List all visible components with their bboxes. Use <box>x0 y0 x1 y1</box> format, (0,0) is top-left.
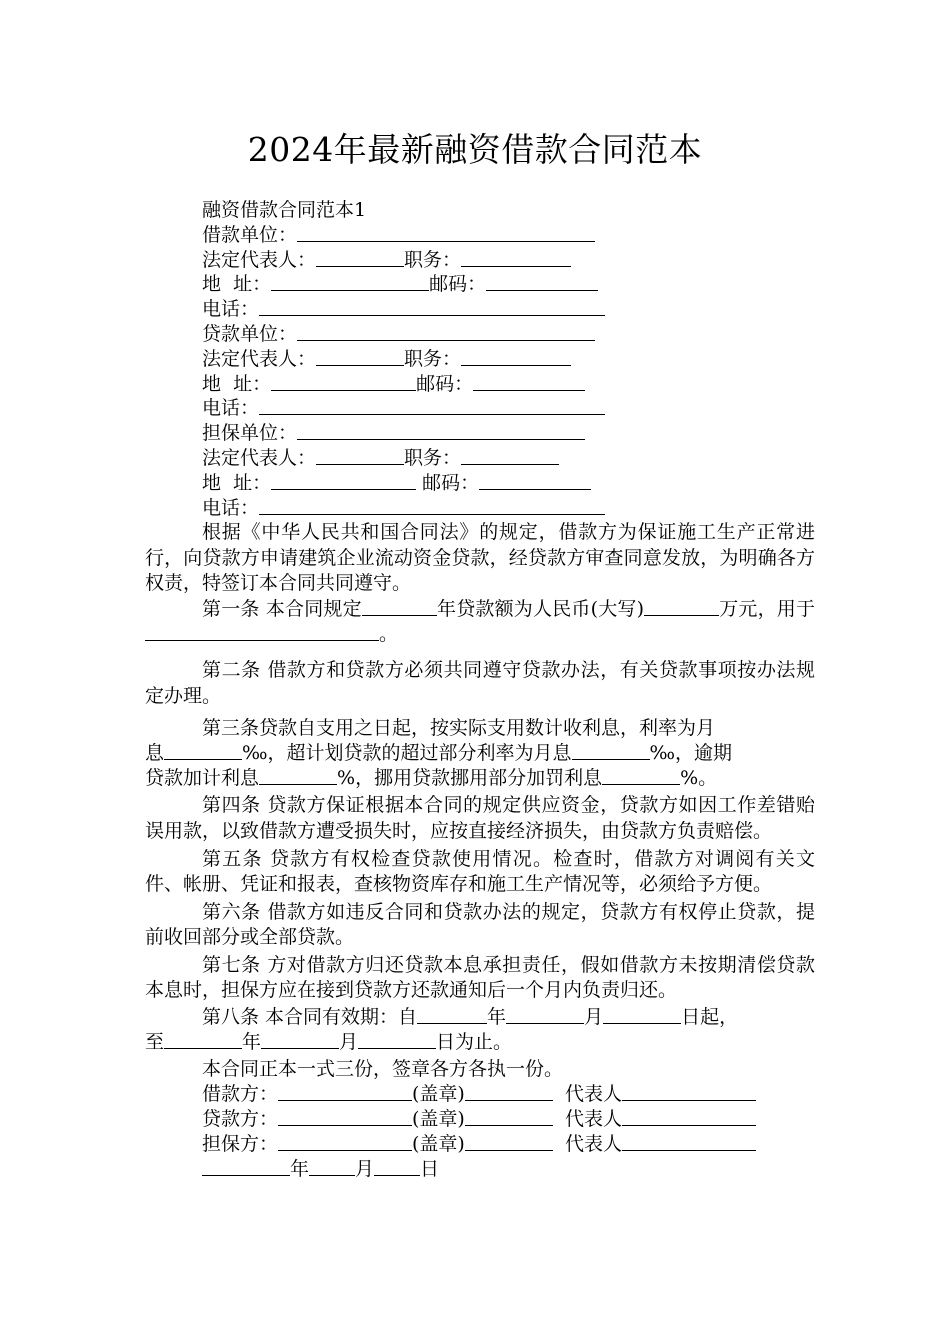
blank-field[interactable] <box>358 1031 436 1049</box>
label: 法定代表人： <box>202 347 317 370</box>
blank-field[interactable] <box>259 767 337 785</box>
phone-row <box>145 496 815 521</box>
blank-field[interactable] <box>506 1006 584 1024</box>
text: 第二条 借款方和贷款方必须共同遵守贷款办法，有关贷款事项按办法规定办理。 <box>145 659 815 707</box>
text: %，挪用贷款挪用部分加罚利息 <box>337 767 603 790</box>
article-2 <box>145 658 815 708</box>
text: 月 <box>584 1006 604 1029</box>
blank-field[interactable] <box>465 1108 553 1126</box>
blank-field[interactable] <box>278 1133 412 1151</box>
signature-guarantor <box>145 1132 815 1157</box>
text: 年贷款额为人民币(大写) <box>436 597 644 620</box>
text: 日 <box>420 1157 440 1180</box>
phone-row <box>145 297 815 322</box>
blank-field[interactable] <box>316 447 404 465</box>
blank-field[interactable] <box>572 742 650 760</box>
phone-row <box>145 396 815 421</box>
contract-body <box>145 198 815 1181</box>
label: 借款方： <box>202 1083 279 1106</box>
preamble-paragraph <box>145 520 815 596</box>
text: 第三条贷款自支用之日起，按实际支用数计收利息，利率为月 <box>202 716 716 739</box>
text: 第八条 本合同有效期：自 <box>202 1006 418 1029</box>
label: 地 址： <box>202 372 272 395</box>
blank-field[interactable] <box>297 323 595 341</box>
label: 职务： <box>404 248 462 271</box>
blank-field[interactable] <box>622 1108 756 1126</box>
label: 邮码： <box>416 372 474 395</box>
blank-field[interactable] <box>164 1031 242 1049</box>
address-row <box>145 471 815 496</box>
label: 职务： <box>404 446 462 469</box>
blank-field[interactable] <box>278 1083 412 1101</box>
address-row <box>145 272 815 297</box>
label: 电话： <box>202 298 260 321</box>
blank-field[interactable] <box>271 472 416 490</box>
text: 第四条 贷款方保证根据本合同的规定供应资金，贷款方如因工作差错贻误用款，以致借款方遭受损失时，应按直接经济损失，由贷款方负责赔偿。 <box>145 794 815 842</box>
article-6 <box>145 900 815 950</box>
article-5 <box>145 847 815 897</box>
blank-field[interactable] <box>362 598 437 616</box>
blank-field[interactable] <box>465 1133 553 1151</box>
label: 代表人 <box>564 1132 622 1155</box>
copies-line: 本合同正本一式三份，签章各方各执一份。 <box>202 1058 564 1081</box>
label: 地 址： <box>202 471 272 494</box>
article-3 <box>145 716 815 792</box>
seal-label: (盖章) <box>412 1108 465 1131</box>
text: 第六条 借款方如违反合同和贷款办法的规定，贷款方有权停止贷款，提前收回部分或全部贷款。 <box>145 901 815 949</box>
blank-field[interactable] <box>202 1158 290 1176</box>
label: 邮码： <box>429 273 487 296</box>
date-line <box>145 1157 815 1182</box>
text: 年 <box>242 1031 262 1054</box>
blank-field[interactable] <box>465 1083 553 1101</box>
text: 年 <box>290 1157 310 1180</box>
blank-field[interactable] <box>259 298 605 316</box>
signature-borrower <box>145 1082 815 1107</box>
label: 法定代表人： <box>202 446 317 469</box>
legal-rep-row <box>145 248 815 273</box>
article-7 <box>145 953 815 1003</box>
label: 法定代表人： <box>202 248 317 271</box>
blank-field[interactable] <box>316 249 404 267</box>
label: 地 址： <box>202 273 272 296</box>
blank-field[interactable] <box>417 1006 487 1024</box>
blank-field[interactable] <box>622 1083 756 1101</box>
blank-field[interactable] <box>145 623 379 641</box>
text: 年 <box>487 1006 507 1029</box>
label: 电话： <box>202 496 260 519</box>
borrower-unit-row <box>145 223 815 248</box>
guarantor-unit-row <box>145 421 815 446</box>
blank-field[interactable] <box>297 422 585 440</box>
article-8 <box>145 1005 815 1055</box>
text: 月 <box>339 1031 359 1054</box>
blank-field[interactable] <box>309 1158 355 1176</box>
label: 贷款单位： <box>202 322 298 345</box>
blank-field[interactable] <box>461 348 571 366</box>
blank-field[interactable] <box>278 1108 412 1126</box>
text: 第七条 方对借款方归还贷款本息承担责任，假如借款方未按期清偿贷款本息时，担保方应在接到贷款方还款通知后一个月内负责归还。 <box>145 953 815 1001</box>
label: 职务： <box>404 347 462 370</box>
text: 万元，用于 <box>719 597 815 620</box>
text: 日为止。 <box>436 1031 513 1054</box>
text: ‰，逾期 <box>649 741 733 764</box>
blank-field[interactable] <box>486 273 598 291</box>
blank-field[interactable] <box>644 598 719 616</box>
lender-unit-row <box>145 322 815 347</box>
text: 贷款加计利息 <box>145 767 260 790</box>
blank-field[interactable] <box>603 1006 681 1024</box>
page-title: 2024年最新融资借款合同范本 <box>247 130 703 169</box>
article-1 <box>145 597 815 647</box>
text: 息 <box>145 741 165 764</box>
label: 电话： <box>202 397 260 420</box>
blank-field[interactable] <box>473 373 585 391</box>
text: 第一条 本合同规定 <box>202 597 362 620</box>
subtitle: 融资借款合同范本1 <box>202 199 367 221</box>
text: 月 <box>355 1157 375 1180</box>
text: ‰，超计划贷款的超过部分利率为月息 <box>242 741 572 764</box>
blank-field[interactable] <box>602 767 680 785</box>
blank-field[interactable] <box>164 742 242 760</box>
blank-field[interactable] <box>479 472 591 490</box>
legal-rep-row <box>145 446 815 471</box>
label: 借款单位： <box>202 223 298 246</box>
text: 至 <box>145 1031 165 1054</box>
text: 。 <box>379 623 399 646</box>
blank-field[interactable] <box>259 397 605 415</box>
blank-field[interactable] <box>622 1133 756 1151</box>
label: 代表人 <box>564 1083 622 1106</box>
blank-field[interactable] <box>259 497 605 515</box>
text: 第五条 贷款方有权检查贷款使用情况。检查时，借款方对调阅有关文件、帐册、凭证和报表，查核物资库存和施工生产情况等，必须给予方便。 <box>145 847 815 895</box>
label: 代表人 <box>564 1108 622 1131</box>
label: 担保单位： <box>202 422 298 445</box>
legal-rep-row <box>145 347 815 372</box>
seal-label: (盖章) <box>412 1083 465 1106</box>
text: 日起， <box>681 1006 739 1029</box>
article-4 <box>145 793 815 843</box>
label: 贷款方： <box>202 1108 279 1131</box>
seal-label: (盖章) <box>412 1132 465 1155</box>
blank-field[interactable] <box>374 1158 420 1176</box>
blank-field[interactable] <box>461 249 571 267</box>
label: 担保方： <box>202 1132 279 1155</box>
text: %。 <box>680 767 718 790</box>
blank-field[interactable] <box>271 273 429 291</box>
signature-lender <box>145 1107 815 1132</box>
blank-field[interactable] <box>261 1031 339 1049</box>
address-row <box>145 372 815 397</box>
blank-field[interactable] <box>297 224 595 242</box>
blank-field[interactable] <box>461 447 559 465</box>
preamble-text: 根据《中华人民共和国合同法》的规定，借款方为保证施工生产正常进行，向贷款方申请建筑企业流动资金贷款，经贷款方审查同意发放，为明确各方权责，特签订本合同共同遵守。 <box>145 521 815 594</box>
label: 邮码： <box>422 471 480 494</box>
blank-field[interactable] <box>316 348 404 366</box>
blank-field[interactable] <box>271 373 416 391</box>
